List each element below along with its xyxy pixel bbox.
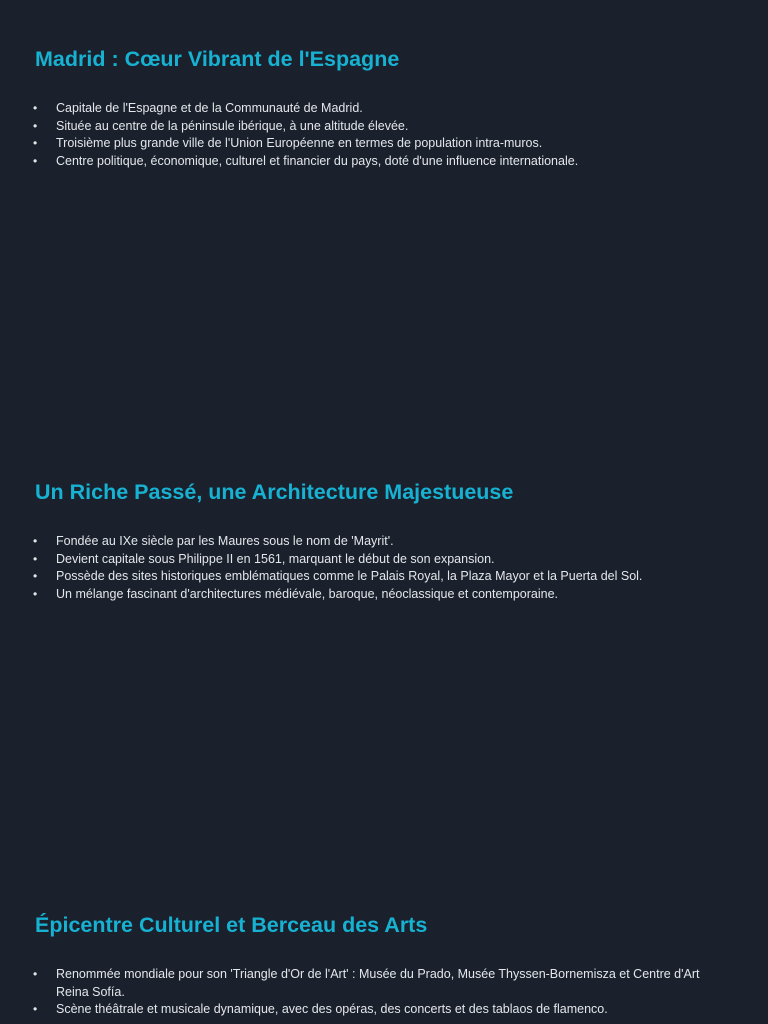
bullet-icon: • [33,586,38,601]
bullet-item [0,100,768,118]
bullet-icon: • [33,1002,38,1016]
bullet-icon: • [33,534,38,548]
bullet-icon: • [33,967,38,981]
slide-title: Épicentre Culturel et Berceau des Arts [35,913,428,937]
bullet-item [0,568,768,586]
bullet-text: Renommée mondiale pour son 'Triangle d'Or de l'Art' : Musée du Prado, Musée Thyssen-Bornemisza et Centre d'Art Reina Sofía. [56,967,700,999]
bullet-text: Troisième plus grande ville de l'Union Européenne en termes de population intra-muros. [56,136,543,150]
bullet-text: Possède des sites historiques emblématiques comme le Palais Royal, la Plaza Mayor et la Puerta del Sol. [56,569,643,583]
bullet-item [0,1001,768,1019]
slide-title: Madrid : Cœur Vibrant de l'Espagne [35,47,400,71]
bullet-item [0,135,768,153]
bullet-icon: • [33,136,38,150]
bullet-icon: • [33,153,38,168]
bullet-list [0,966,768,1019]
bullet-list [0,100,768,170]
bullet-item [0,118,768,136]
bullet-item [0,586,768,604]
bullet-text: Scène théâtrale et musicale dynamique, avec des opéras, des concerts et des tablaos de flamenco. [56,1002,608,1016]
bullet-icon: • [33,569,38,583]
bullet-item [0,153,768,171]
bullet-icon: • [33,551,38,566]
bullet-item [0,533,768,551]
bullet-text: Fondée au IXe siècle par les Maures sous le nom de 'Mayrit'. [56,534,394,548]
bullet-item [0,966,768,1001]
bullet-text: Devient capitale sous Philippe II en 1561, marquant le début de son expansion. [56,551,495,566]
bullet-text: Un mélange fascinant d'architectures médiévale, baroque, néoclassique et contemporaine. [56,586,558,601]
bullet-text: Capitale de l'Espagne et de la Communauté de Madrid. [56,101,363,115]
bullet-icon: • [33,118,38,133]
bullet-icon: • [33,101,38,115]
bullet-item [0,551,768,569]
bullet-text: Située au centre de la péninsule ibérique, à une altitude élevée. [56,118,409,133]
slide-title: Un Riche Passé, une Architecture Majestueuse [35,480,514,504]
bullet-text: Centre politique, économique, culturel et financier du pays, doté d'une influence internationale. [56,153,579,168]
bullet-list [0,533,768,603]
